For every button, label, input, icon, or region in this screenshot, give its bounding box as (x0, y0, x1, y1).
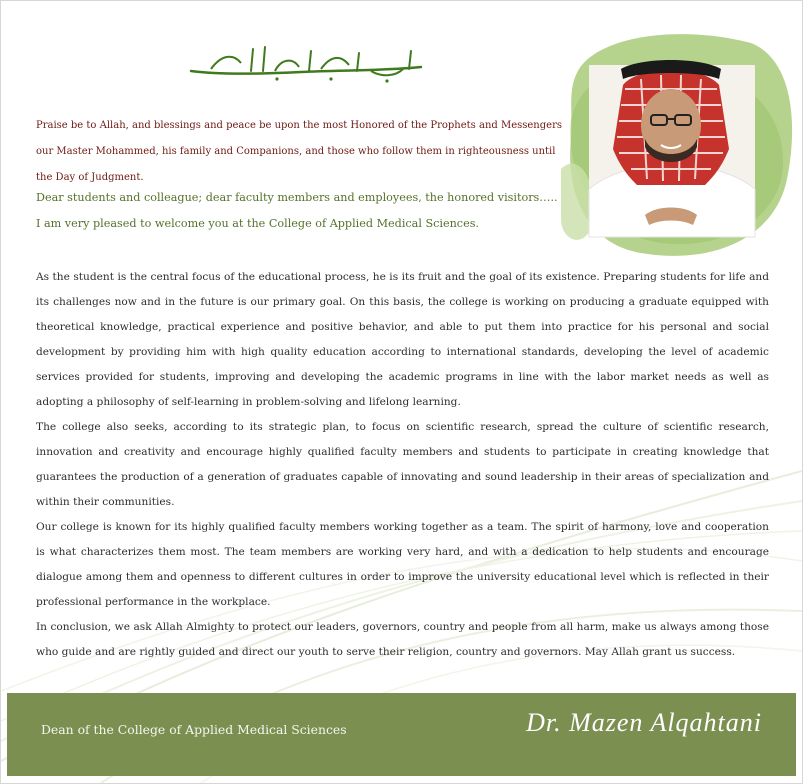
dean-portrait-photo (561, 29, 797, 261)
message-body (36, 265, 769, 665)
intro-paragraph: Praise be to Allah, and blessings and peace be upon the most Honored of the Prophets and Messengers our Master Mohammed, his family and Companions, and those who follow them in righteousness until the Day of Judgment. (36, 120, 562, 183)
body-paragraph-faculty: Our college is known for its highly qualified faculty members working together as a team. The spirit of harmony, love and cooperation is what characterizes them most. The team members are working very hard, and with a dedication to help students and encourage dialogue among them and openness to different cultures in order to improve the university educational level which is reflected in their professional performance in the workplace. (36, 521, 769, 608)
footer-bar (7, 693, 796, 776)
body-paragraph-research: The college also seeks, according to its strategic plan, to focus on scientific research, spread the culture of scientific research, innovation and creativity and encourage highly qualified faculty members and students to participate in creating knowledge that guarantees the production of a generation of graduates capable of innovating and sound leadership in their areas of specialization and within their communities. (36, 421, 769, 508)
dean-title: Dean of the College of Applied Medical Sciences (41, 722, 347, 737)
body-paragraph-conclusion: In conclusion, we ask Allah Almighty to protect our leaders, governors, country and people from all harm, make us always among those who guide and are rightly guided and direct our youth to serve their religion, country and governors. May Allah grant us success. (36, 621, 769, 658)
dean-signature: Dr. Mazen Alqahtani (526, 708, 762, 737)
body-paragraph-students: As the student is the central focus of the educational process, he is its fruit and the goal of its existence. Preparing students for life and its challenges now and in the future is our primary goal. On this basis, the college is working on producing a graduate equipped with theoretical knowledge, practical experience and positive behavior, and able to put them into practice for his personal and social development by providing him with high quality education according to international standards, developing the level of academic services provided for students, improving and developing the academic programs in line with the labor market needs as well as adopting a philosophy of self-learning in problem-solving and lifelong learning. (36, 271, 769, 408)
basmala-calligraphy (181, 41, 441, 87)
welcome-paragraph: Dear students and colleague; dear faculty members and employees, the honored visitors….. I am very pleased to welcome you at the College of Applied Medical Sciences. (36, 191, 558, 230)
